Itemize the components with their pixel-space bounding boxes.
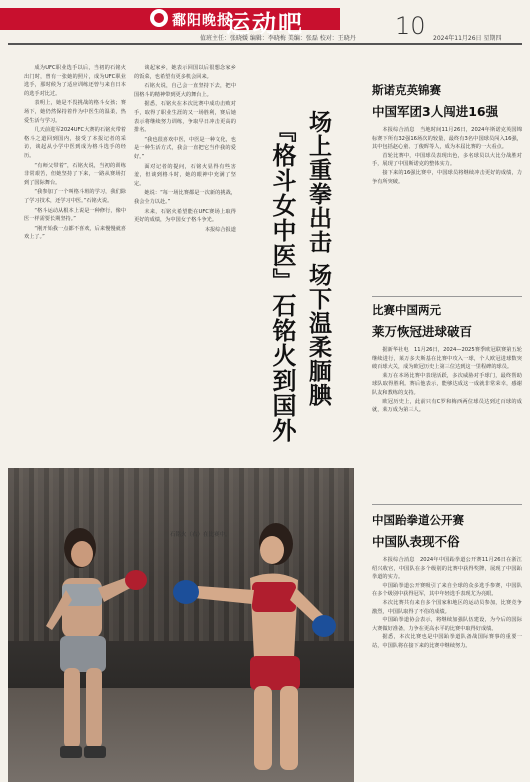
section-title: 运动吧: [226, 10, 304, 38]
article-taekwondo: [372, 512, 522, 651]
article-paragraph: 莱万在本场比赛中表现活跃，多次威胁对手球门，最终帮助球队取得胜利。赛后他表示，能够达成这一成就非常荣幸，感谢队友和教练的支持。: [372, 372, 522, 396]
main-paragraph: 她说：“每一场比赛都是一次新的挑战，我会全力以赴。”: [134, 190, 236, 205]
page-number: 10: [395, 12, 426, 40]
main-paragraph: “我也很喜欢中医，中医是一种文化，也是一种生活方式，我会一直把它当作我的爱好。”: [134, 136, 236, 160]
main-paragraph: 谈起家乡，她表示回国以后很想念家乡的饭菜，也希望有更多机会回来。: [134, 65, 236, 80]
article-paragraph: 中国跆拳道协会表示，将继续加强队伍建设，为今后的国际大赛做好准备，力争在更高水平的比赛中取得好成绩。: [372, 617, 522, 632]
article-paragraph: 接下来的16强比赛中，中国球员将继续冲击更好的成绩，力争有所突破。: [372, 169, 522, 185]
main-paragraph: 石铭火说，自己会一直坚持下去，把中国格斗的精神带到更大的舞台上。: [134, 83, 236, 98]
main-paragraph: 面对记者的提问，石铭火显得有些害羞，但谈到格斗时，她的眼神中充满了坚定。: [134, 163, 236, 187]
editor-info: 值班主任：张晓媛 编辑：李晓梅 美编：张磊 校对：王晓丹: [200, 35, 356, 42]
newspaper-logo-icon: [150, 9, 168, 27]
main-byline: 本报综合报道: [204, 226, 236, 233]
article-kicker: 斯诺克英锦赛: [372, 83, 441, 97]
article-paragraph: 本报综合消息 2024年中国跆拳道公开赛11月26日在浙江绍兴收官，中国队在多个级别的比赛中获得奖牌，展现了中国跆拳道的实力。: [372, 557, 522, 581]
article-body: [372, 556, 522, 651]
headline-line-2-rest: 石铭火到国外: [268, 293, 296, 443]
article-paragraph: 据新华社电 11月26日，2024—2025赛季欧冠联赛第五轮继续进行，莱万多夫斯基在比赛中攻入一球，个人欧冠进球数突破百球大关，成为欧冠历史上第三位达到这一里程碑的球员。: [372, 347, 522, 371]
article-kicker: 中国跆拳道公开赛: [372, 513, 464, 527]
fighter-left-figure: [38, 518, 148, 780]
article-divider: [372, 504, 522, 505]
headline-quote-name: 『格斗女中医』: [268, 118, 296, 293]
article-paragraph: 据悉，本次比赛也是中国跆拳道队备战国际赛事的重要一站，中国队将在接下来的比赛中继续努力。: [372, 634, 522, 649]
main-paragraph: “格斗运动从根本上说是一种修行，像中医一样需要长期坚持。”: [24, 207, 126, 223]
main-paragraph: 几天前进军2024UFC大赛的石铭火带着格斗之道回到国内，接受了本报记者的采访，谈起从小学中医到成为格斗选手的经历。: [24, 127, 126, 159]
main-paragraph: “刚开始我一点都不喜欢，后来慢慢就喜欢上了。”: [24, 225, 126, 241]
newspaper-name: 鄱阳晚报: [172, 13, 232, 29]
headline-line-2: [270, 118, 294, 443]
article-headline: 中国队表现不俗: [372, 534, 460, 549]
article-paragraph: 本次比赛共有来自多个国家和地区的运动员参加，比赛竞争激烈，中国队取得了不俗的成绩。: [372, 599, 522, 615]
main-paragraph: 据悉，石铭火在本次比赛中成功击败对手，取得了职业生涯的又一场胜利，赛后她表示将继续努力训练，争取早日冲击更高的排名。: [134, 101, 236, 134]
article-paragraph: 本报综合消息 当地时间11月26日，2024年斯诺克英国锦标赛下所有32强16场次的较量，最终有3名中国球员闯入16强，其中包括赵心童、丁俊晖等人，成为本届比赛的一大看点。: [372, 127, 522, 151]
main-paragraph: 成为UFC职业选手以后，当初的石铭火出门时，曾有一张她的照片，成为UFC职业选手，那时候为了适应训练还曾与来自日本的选手对比过。: [24, 65, 126, 97]
fight-photo: [8, 468, 354, 782]
photo-caption: 石铭火（右）在比赛中。: [170, 532, 231, 538]
main-paragraph: 未来，石铭火希望能在UFC赛场上取得更好的成绩，为中国女子格斗争光。: [134, 208, 236, 224]
article-paragraph: 中国跆拳道公开赛吸引了来自全球的众多选手参赛，中国队在多个级别中获得冠军，其中年轻选手表现尤为亮眼。: [372, 582, 522, 598]
article-body: [372, 126, 522, 186]
main-paragraph: “有师父带着”，石铭火说，当初的训练非常艰苦，但她坚持了下来，一路从赛场打到了国际舞台。: [24, 162, 126, 186]
main-paragraph: 表明上，她是不畏挑战的格斗女孩；赛场下，她仍然保持着作为中医生的温柔，热爱生活与学习。: [24, 100, 126, 124]
article-paragraph: 首轮比赛中，中国球员表现出色，多名球员以大比分战胜对手，展现了中国斯诺克的整体实力。: [372, 152, 522, 168]
main-paragraph: “我参加了一个叫格斗班的学习，我们除了学习技术，还学习中医。”石铭火说。: [24, 189, 126, 204]
article-divider: [372, 296, 522, 297]
article-body: [372, 346, 522, 415]
headline-line-1: 场上重拳出击 场下温柔腼腆: [305, 110, 331, 408]
main-article-body: [24, 64, 236, 499]
issue-date: 2024年11月26日 星期四: [433, 35, 502, 42]
article-headline: 莱万恢冠进球破百: [372, 324, 473, 339]
article-kicker: 比赛中国两元: [372, 303, 441, 317]
fighter-right-figure: [158, 508, 348, 780]
masthead: [0, 0, 530, 44]
article-lewandowski: [372, 302, 522, 415]
article-paragraph: 欧冠历史上，此前只有C罗和梅西两位球员达到过百球的成就，莱万成为第三人。: [372, 398, 522, 414]
article-headline: 中国军团3人闯进16强: [372, 104, 499, 119]
article-snooker: [372, 82, 522, 186]
masthead-rule: [8, 43, 522, 45]
